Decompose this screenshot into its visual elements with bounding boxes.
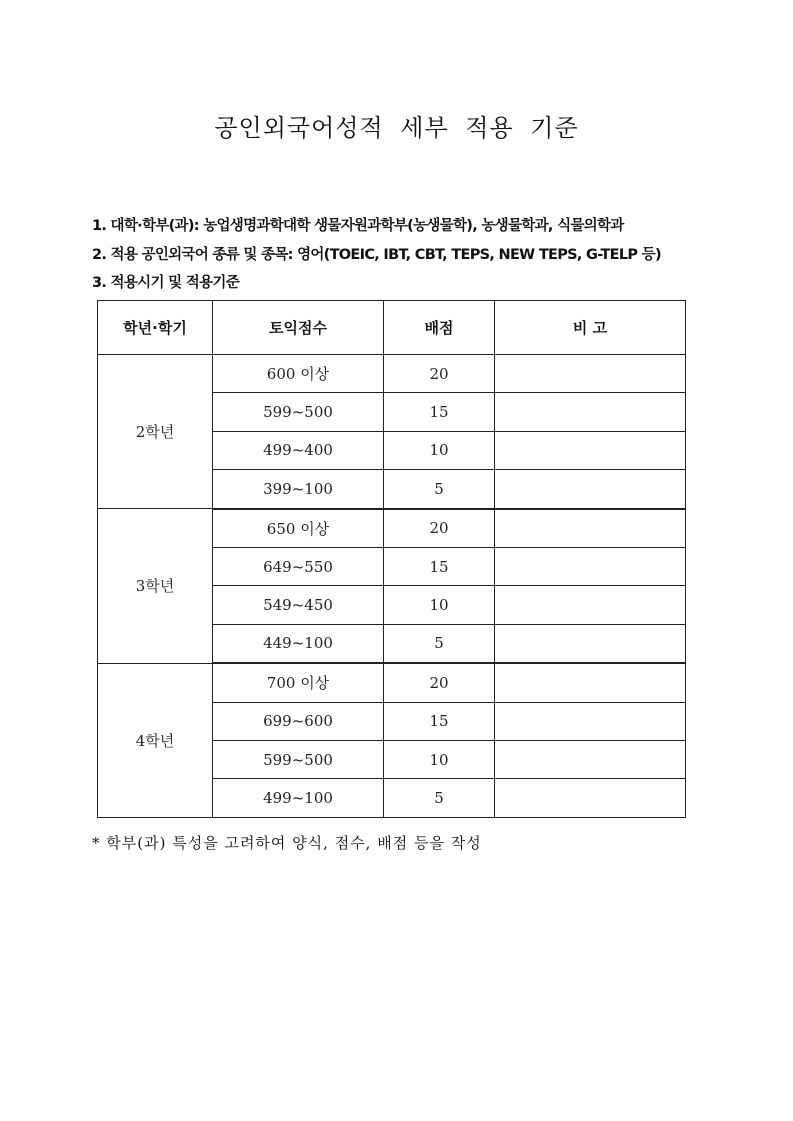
remarks-cell [495,740,686,778]
grade-cell: 3학년 [98,509,213,664]
score-cell: 599~500 [213,393,384,431]
score-cell: 700 이상 [213,663,384,702]
score-cell: 649~550 [213,547,384,585]
points-cell: 5 [384,470,495,509]
document-title: 공인외국어성적 세부 적용 기준 [214,114,579,142]
remarks-cell [495,624,686,663]
remarks-cell [495,431,686,469]
header-toeic-score: 토익점수 [213,301,384,355]
grade-cell: 4학년 [98,663,213,817]
score-cell: 499~100 [213,779,384,817]
score-criteria-table [97,300,686,818]
table-row [98,663,686,702]
score-cell: 399~100 [213,470,384,509]
points-cell: 20 [384,355,495,393]
points-cell: 10 [384,740,495,778]
points-cell: 10 [384,586,495,624]
score-cell: 600 이상 [213,355,384,393]
points-cell: 15 [384,547,495,585]
points-cell: 10 [384,431,495,469]
score-cell: 549~450 [213,586,384,624]
criteria-item-2: 2. 적용 공인외국어 종류 및 종목: 영어(TOEIC, IBT, CBT, TEPS, NEW TEPS, G-TELP 등) [92,247,661,263]
table-row [98,509,686,548]
footnote: * 학부(과) 특성을 고려하여 양식, 점수, 배점 등을 작성 [92,834,482,852]
criteria-item-3: 3. 적용시기 및 적용기준 [92,275,240,291]
header-remarks: 비 고 [495,301,686,355]
score-cell: 650 이상 [213,509,384,548]
score-cell: 599~500 [213,740,384,778]
points-cell: 20 [384,509,495,548]
header-points: 배점 [384,301,495,355]
remarks-cell [495,547,686,585]
points-cell: 5 [384,779,495,817]
remarks-cell [495,779,686,817]
table-header-row [98,301,686,355]
grade-cell: 2학년 [98,355,213,509]
remarks-cell [495,393,686,431]
remarks-cell [495,470,686,509]
remarks-cell [495,702,686,740]
score-cell: 449~100 [213,624,384,663]
score-cell: 699~600 [213,702,384,740]
score-cell: 499~400 [213,431,384,469]
points-cell: 5 [384,624,495,663]
remarks-cell [495,355,686,393]
header-grade-semester: 학년·학기 [98,301,213,355]
criteria-item-1: 1. 대학·학부(과): 농업생명과학대학 생물자원과학부(농생물학), 농생물학과, 식물의학과 [92,218,624,234]
points-cell: 15 [384,393,495,431]
remarks-cell [495,663,686,702]
remarks-cell [495,586,686,624]
table-row [98,355,686,393]
points-cell: 20 [384,663,495,702]
points-cell: 15 [384,702,495,740]
remarks-cell [495,509,686,548]
